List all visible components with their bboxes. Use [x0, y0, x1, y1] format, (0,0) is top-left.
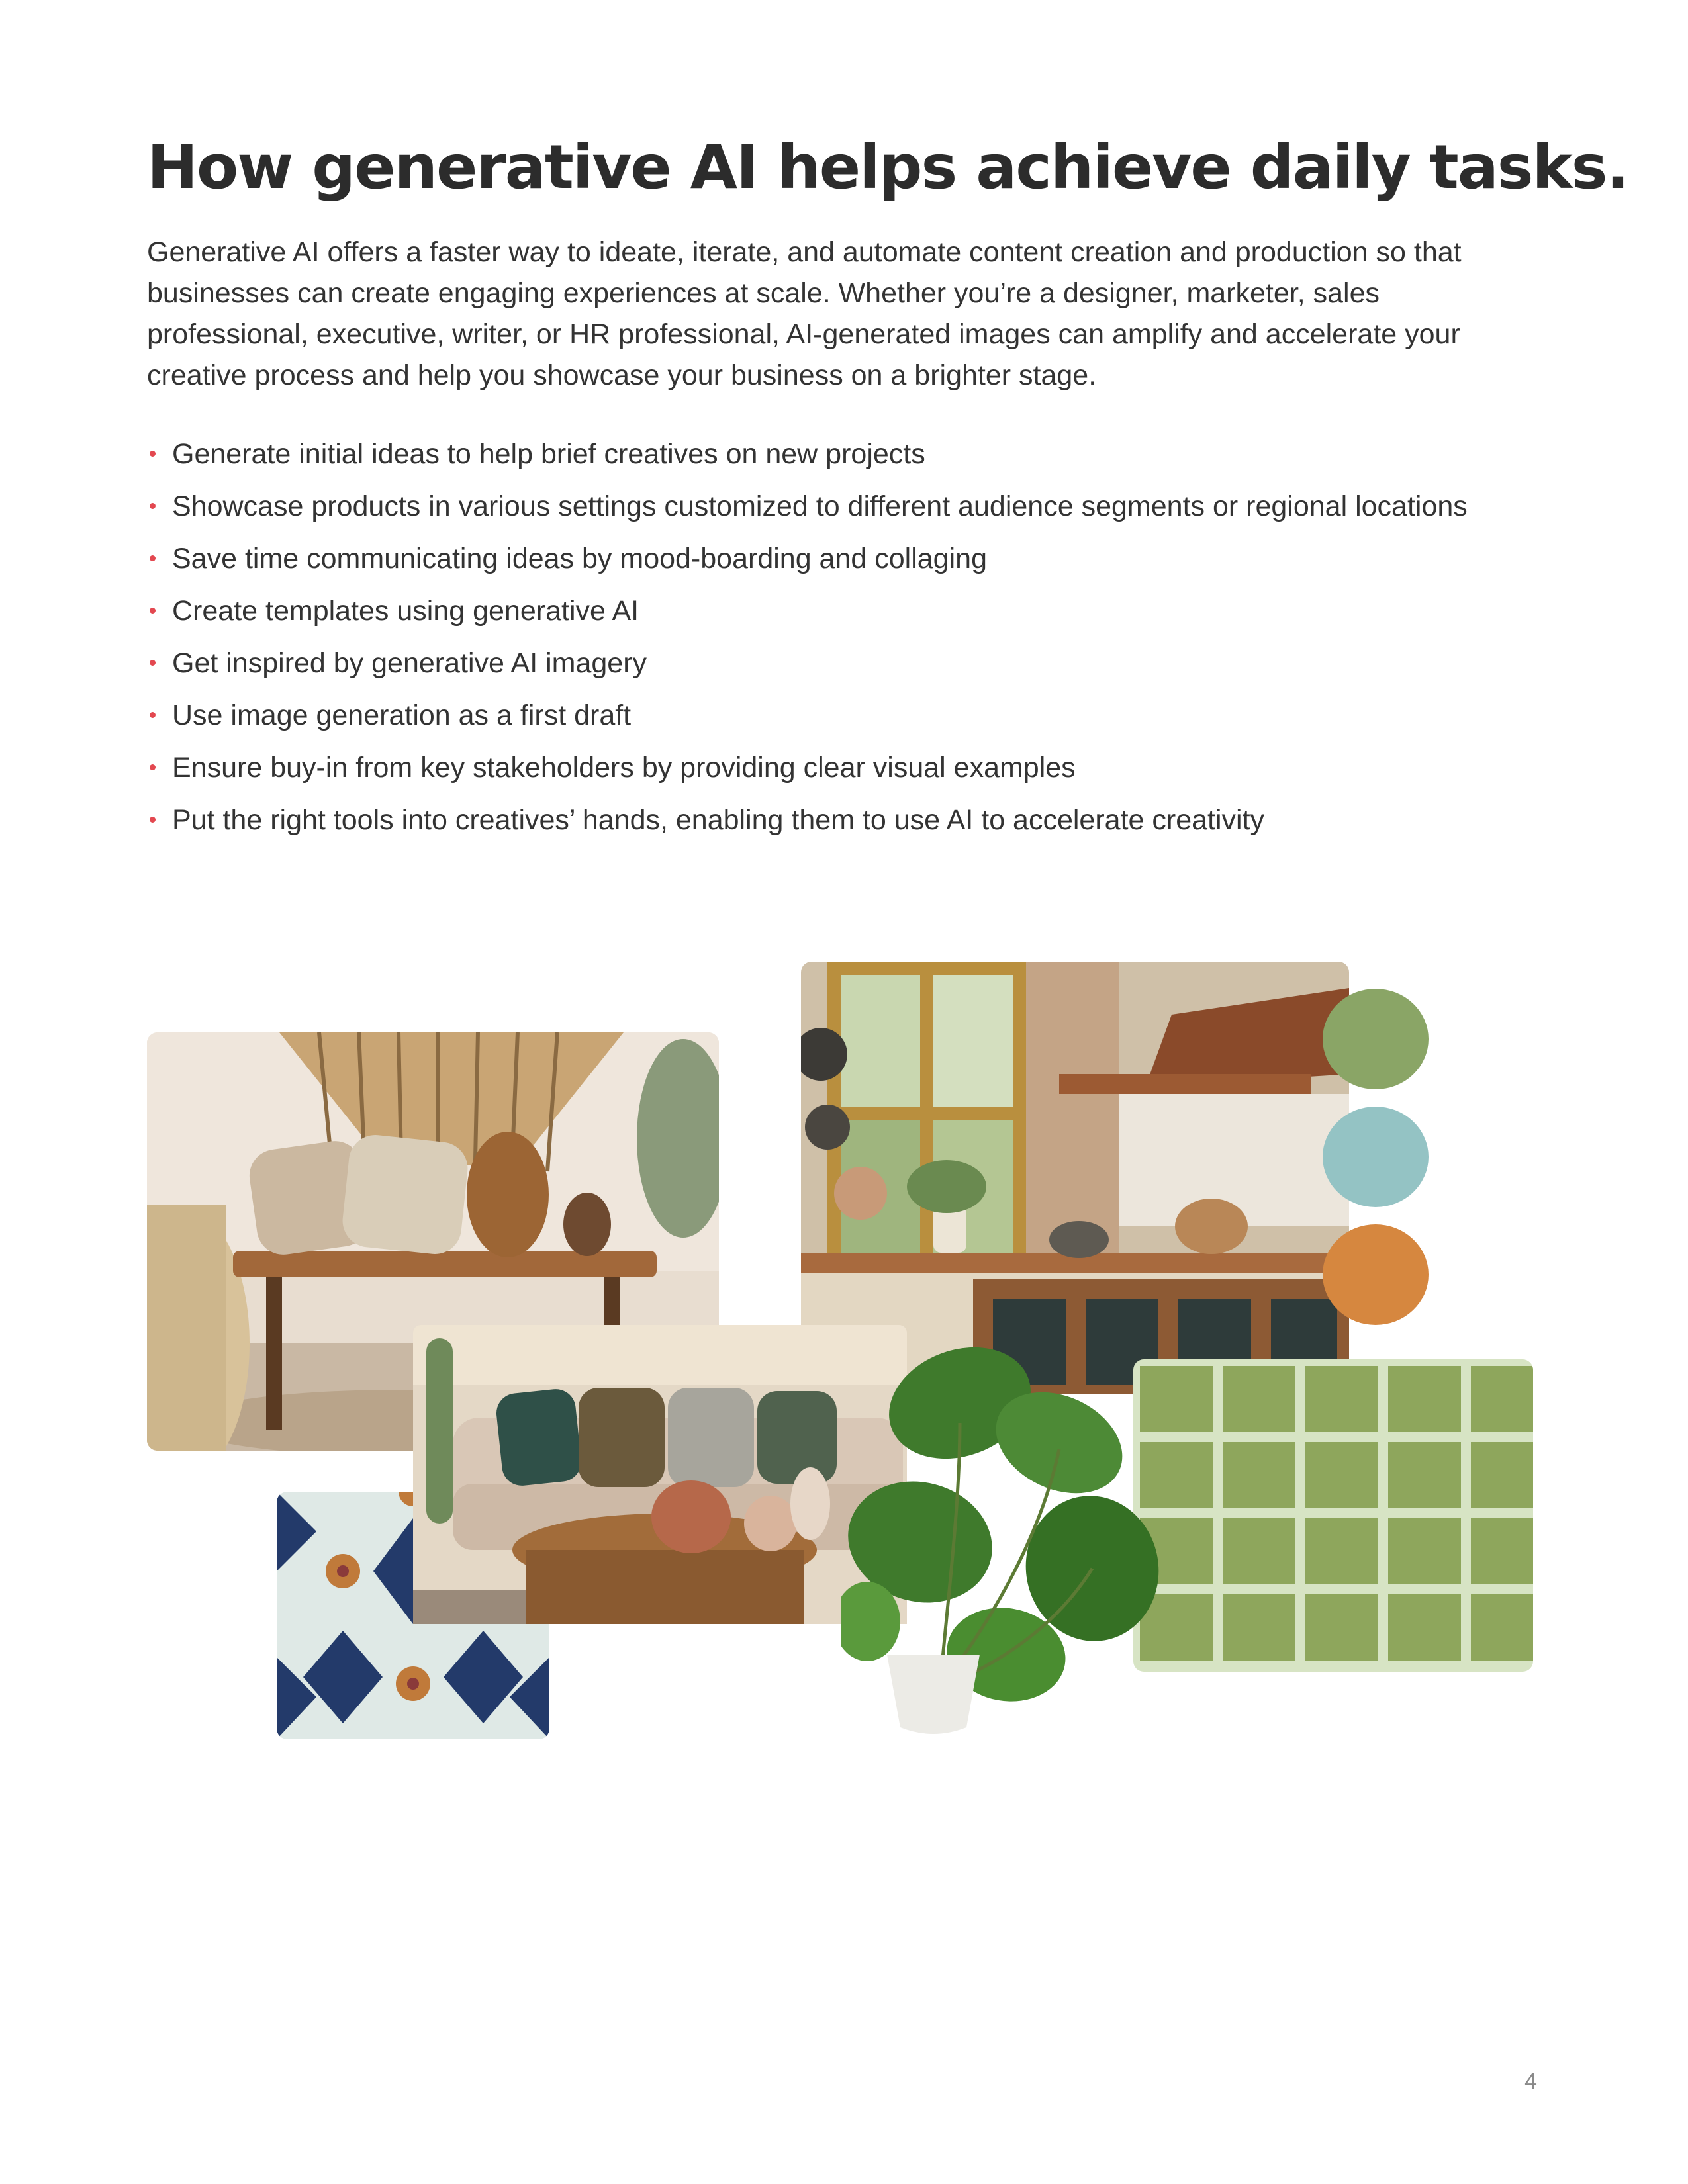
list-item-text: Create templates using generative AI	[172, 595, 639, 627]
page-number: 4	[1524, 2069, 1537, 2094]
blue-swatch	[1323, 1107, 1429, 1207]
color-swatches	[1317, 986, 1450, 1343]
green-swatch	[1323, 989, 1429, 1089]
page-title: How generative AI helps achieve daily tasks.	[147, 132, 1628, 203]
list-item-text: Generate initial ideas to help brief creatives on new projects	[172, 438, 925, 470]
intro-paragraph: Generative AI offers a faster way to ideate, iterate, and automate content creation and production so that businesses can create engaging experiences at scale. Whether you’re a designer, marketer, sales professional, executive, writer, or HR professional, AI-generated images can amplify and accelerate your creative process and help you showcase your business on a brighter stage.	[147, 236, 1462, 391]
list-item-text: Ensure buy-in from key stakeholders by providing clear visual examples	[172, 752, 1076, 784]
monstera-plant-image	[841, 1343, 1172, 1741]
list-item-text: Showcase products in various settings customized to different audience segments or regional locations	[172, 490, 1468, 522]
list-item-text: Save time communicating ideas by mood-boarding and collaging	[172, 543, 987, 574]
orange-swatch	[1323, 1224, 1429, 1325]
list-item-text: Get inspired by generative AI imagery	[172, 647, 647, 679]
list-item-text: Use image generation as a first draft	[172, 700, 632, 731]
list-item-text: Put the right tools into creatives’ hands, enabling them to use AI to accelerate creativity	[172, 804, 1265, 836]
green-tile-photo	[1133, 1359, 1533, 1672]
living-room-photo	[413, 1325, 907, 1624]
